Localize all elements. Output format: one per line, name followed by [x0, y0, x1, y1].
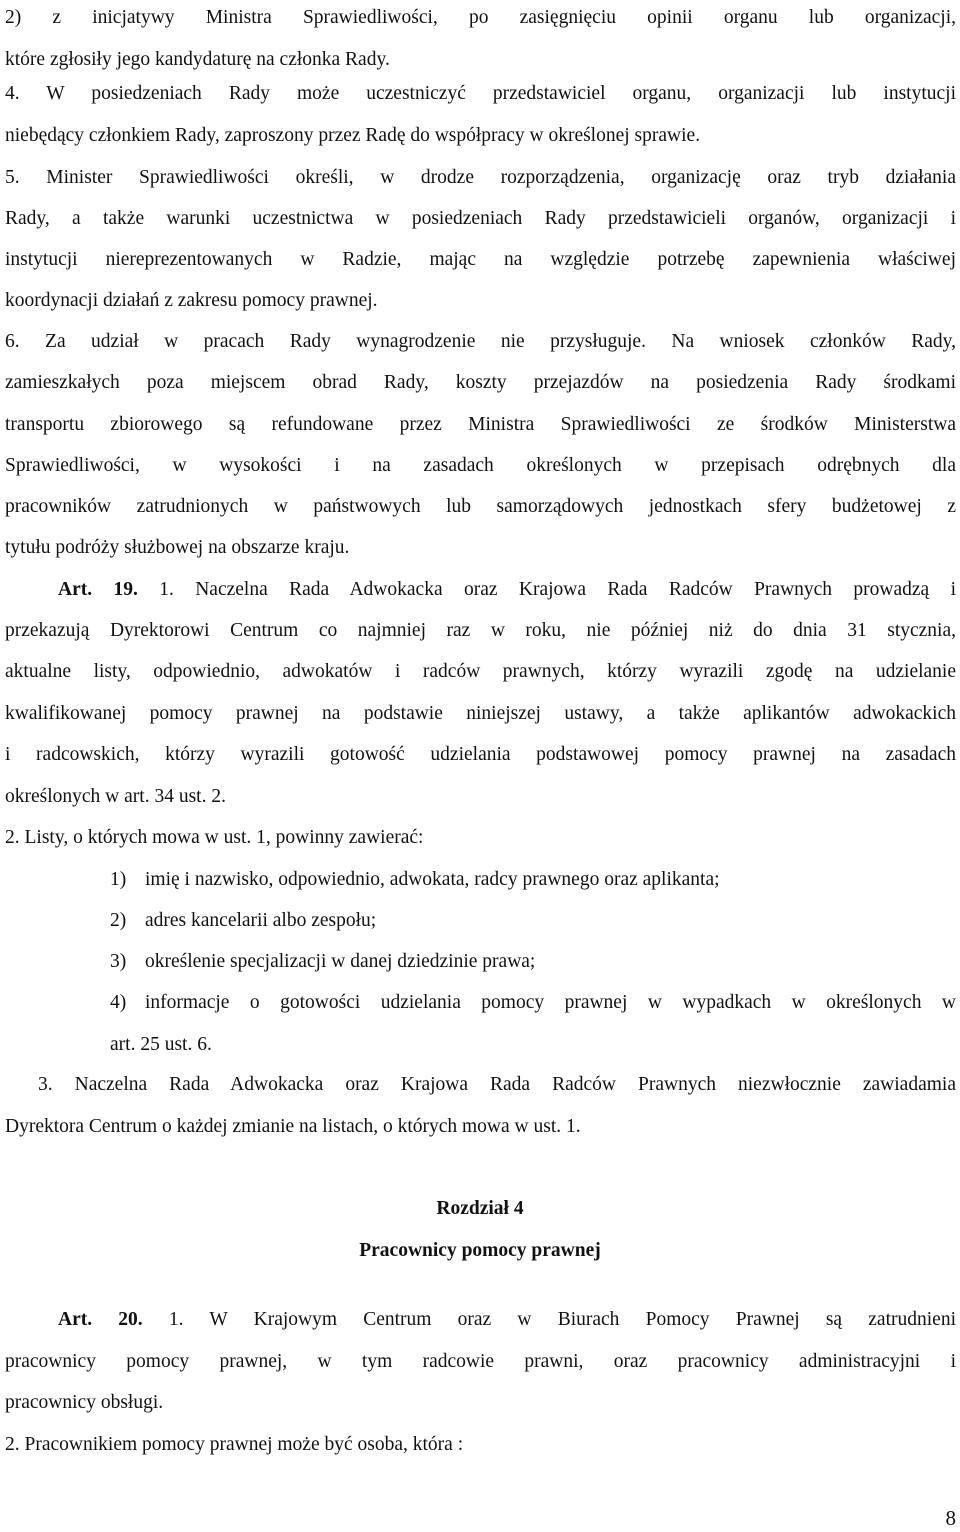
text-line: które zgłosiły jego kandydaturę na członka Rady.	[5, 49, 390, 70]
text-line: Rady, a także warunki uczestnictwa w posiedzeniach Rady przedstawicieli organów, organizacji i	[5, 208, 956, 229]
list-item: określenie specjalizacji w danej dziedzinie prawa;	[145, 951, 536, 972]
text-line: tytułu podróży służbowej na obszarze kraju.	[5, 537, 350, 558]
text-line: pracownicy obsługi.	[5, 1392, 164, 1413]
text-line: kwalifikowanej pomocy prawnej na podstawie niniejszej ustawy, a także aplikantów adwokackich	[5, 703, 956, 724]
text-line: pracownicy pomocy prawnej, w tym radcowie prawni, oraz pracownicy administracyjni i	[5, 1351, 956, 1372]
text-line: zamieszkałych poza miejscem obrad Rady, koszty przejazdów na posiedzenia Rady środkami	[5, 372, 956, 393]
article-number: Art. 19.	[58, 579, 138, 600]
text-line: i radcowskich, którzy wyrazili gotowość udzielania podstawowej pomocy prawnej na zasadach	[5, 744, 956, 765]
text-line: 4. W posiedzeniach Rady może uczestniczyć przedstawiciel organu, organizacji lub instytucji	[5, 83, 956, 104]
text-line: transportu zbiorowego są refundowane przez Ministra Sprawiedliwości ze środków Ministerstwa	[5, 414, 956, 435]
article-19-heading-line	[58, 578, 956, 602]
list-item: adres kancelarii albo zespołu;	[145, 910, 377, 931]
text-line: Dyrektora Centrum o każdej zmianie na listach, o których mowa w ust. 1.	[5, 1116, 581, 1137]
page-number: 8	[945, 1506, 956, 1530]
text-line: 3. Naczelna Rada Adwokacka oraz Krajowa Rada Radców Prawnych niezwłocznie zawiadamia	[38, 1074, 956, 1095]
text-line: koordynacji działań z zakresu pomocy prawnej.	[5, 290, 378, 311]
text-span: 1. W Krajowym Centrum oraz w Biurach Pomocy Prawnej są zatrudnieni	[142, 1309, 956, 1330]
chapter-heading: Rozdział 4	[436, 1198, 524, 1219]
text-line: instytucji niereprezentowanych w Radzie, mając na względzie potrzebę zapewnienia właściwej	[5, 249, 956, 270]
text-line: 5. Minister Sprawiedliwości określi, w drodze rozporządzenia, organizację oraz tryb działania	[5, 167, 956, 188]
article-number: Art. 20.	[58, 1309, 143, 1330]
text-line: pracowników zatrudnionych w państwowych lub samorządowych jednostkach sfery budżetowej z	[5, 496, 956, 517]
list-number: 3)	[110, 951, 127, 972]
text-line: przekazują Dyrektorowi Centrum co najmniej raz w roku, nie później niż do dnia 31 stycznia,	[5, 620, 956, 641]
text-line: 6. Za udział w pracach Rady wynagrodzenie nie przysługuje. Na wniosek członków Rady,	[5, 331, 956, 352]
list-item: imię i nazwisko, odpowiednio, adwokata, radcy prawnego oraz aplikanta;	[145, 869, 720, 890]
list-item-continuation: art. 25 ust. 6.	[110, 1034, 212, 1055]
text-line: aktualne listy, odpowiednio, adwokatów i radców prawnych, którzy wyrazili zgodę na udzielanie	[5, 661, 956, 682]
text-line: niebędący członkiem Rady, zaproszony przez Radę do współpracy w określonej sprawie.	[5, 125, 701, 146]
list-number: 4)	[110, 992, 127, 1013]
article-20-heading-line	[58, 1308, 956, 1332]
chapter-title: Pracownicy pomocy prawnej	[359, 1240, 601, 1261]
list-item: informacje o gotowości udzielania pomocy prawnej w wypadkach w określonych w	[145, 992, 956, 1013]
list-number: 2)	[110, 910, 127, 931]
text-line: określonych w art. 34 ust. 2.	[5, 786, 226, 807]
text-span: 1. Naczelna Rada Adwokacka oraz Krajowa Rada Radców Prawnych prowadzą i	[137, 579, 956, 600]
text-line: 2. Pracownikiem pomocy prawnej może być osoba, która :	[5, 1434, 464, 1455]
text-line: Sprawiedliwości, w wysokości i na zasadach określonych w przepisach odrębnych dla	[5, 455, 956, 476]
list-number: 1)	[110, 869, 127, 890]
text-line: 2) z inicjatywy Ministra Sprawiedliwości, po zasięgnięciu opinii organu lub organizacji,	[5, 7, 956, 28]
text-line: 2. Listy, o których mowa w ust. 1, powinny zawierać:	[5, 827, 424, 848]
